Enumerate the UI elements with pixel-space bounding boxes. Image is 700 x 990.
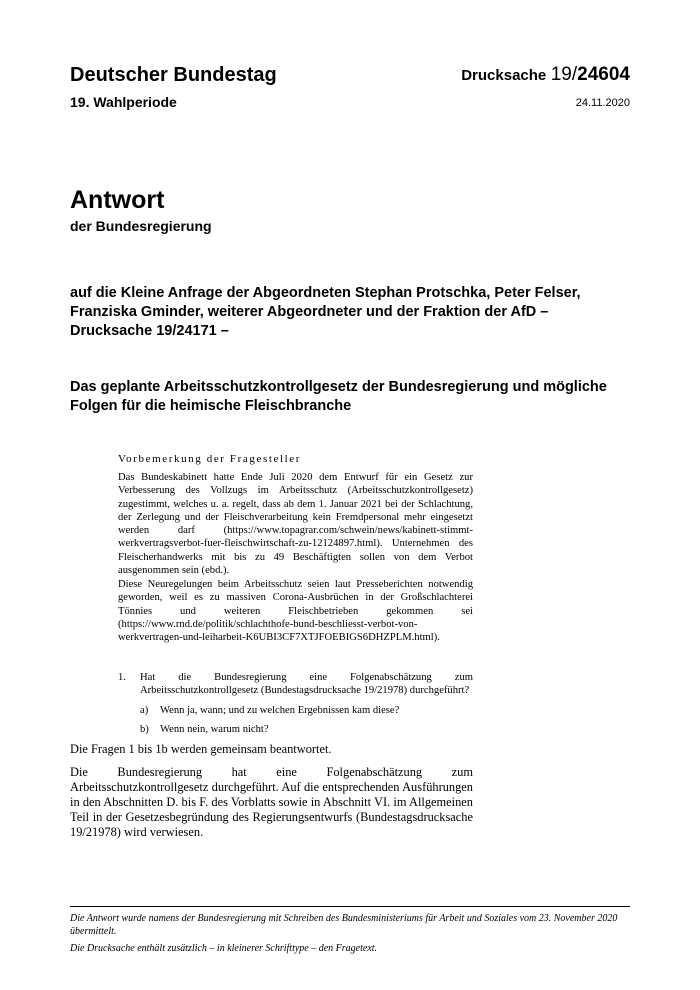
document-title: Antwort: [70, 186, 165, 214]
answer-text: Die Bundesregierung hat eine Folgenabschätzung zum Arbeitsschutzkontrollgesetz durchgeführt. Auf die entsprechenden Ausführungen in den Abschnitten D. bis F. des Vorblatts sowie in Abschnitt VI. im Allgemeinen Teil in der Gesetzesbegründung des Regierungsentwurfs (Bundestagsdrucksache 19/21978) wird verwiesen.: [70, 765, 473, 839]
sub-question-text: Wenn nein, warum nicht?: [160, 723, 269, 735]
document-date: 24.11.2020: [575, 97, 630, 109]
question-text: Hat die Bundesregierung eine Folgenabschätzung zum Arbeitsschutzkontrollgesetz (Bundestagsdrucksache 19/21978) durchgeführt?: [140, 672, 473, 697]
sub-question-text: Wenn ja, wann; und zu welchen Ergebnissen kam diese?: [160, 704, 400, 716]
sub-question-letter: b): [140, 723, 149, 735]
sub-question: [118, 704, 473, 717]
inquiry-reference: auf die Kleine Anfrage der Abgeordneten Stephan Protschka, Peter Felser, Franziska Gminder, weiterer Abgeordneter und der Fraktion der AfD – Drucksache 19/24171 –: [70, 285, 581, 339]
sub-question-letter: a): [140, 704, 149, 716]
inquiry-topic: Das geplante Arbeitsschutzkontrollgesetz der Bundesregierung und mögliche Folgen für die heimische Fleischbranche: [70, 379, 607, 414]
sub-question: [118, 723, 473, 736]
question-number: 1.: [118, 672, 126, 683]
preliminary-remark-heading: Vorbemerkung der Fragesteller: [118, 453, 302, 465]
question-item: [118, 671, 473, 698]
institution-title: Deutscher Bundestag: [70, 64, 277, 86]
footer-note: Die Drucksache enthält zusätzlich – in kleinerer Schrifttype – den Fragetext.: [70, 943, 378, 954]
preliminary-remark-paragraph: Das Bundeskabinett hatte Ende Juli 2020 dem Entwurf für ein Gesetz zur Verbesserung des Vollzugs im Arbeitsschutz (Arbeitsschutzkontrollgesetz) zugestimmt, welches u. a. regelt, dass ab dem 1. Januar 2021 bei der Schlachtung, der Zerlegung und der Fleischverarbeitung kein Fremdpersonal mehr eingesetzt werden darf (https://www.topagrar.com/schwein/news/kabinett-stimmt-werkvertragsverbot-fuer-fleischwirtschaft-zu-12124897.html). Unternehmen des Fleischerhandwerks mit bis zu 49 Beschäftigten sollen von dem Verbot ausgenommen sein (ebd.).: [118, 472, 473, 577]
drucksache-id: 24604: [577, 64, 630, 85]
document-subtitle: der Bundesregierung: [70, 218, 212, 234]
preliminary-remark-paragraph: Diese Neuregelungen beim Arbeitsschutz seien laut Presseberichten notwendig geworden, weil es zu massiven Corona-Ausbrüchen in der Großschlachterei Tönnies und weiteren Fleischbetrieben gekommen sei (https://www.rnd.de/politik/schlachthofe-bund-beschliesst-verbot-von-werkvertragen-und-leiharbeit-K6UBI3CF7XTJFOEBIGS6DHZPLM.html).: [118, 579, 473, 644]
drucksache-label: Drucksache: [461, 67, 547, 84]
drucksache-prefix: 19/: [550, 64, 578, 85]
election-period: 19. Wahlperiode: [70, 94, 177, 110]
footer-note: Die Antwort wurde namens der Bundesregierung mit Schreiben des Bundesministeriums für Arbeit und Soziales vom 23. November 2020 übermittelt.: [70, 913, 618, 937]
drucksache-number: [461, 64, 630, 86]
answer-intro: Die Fragen 1 bis 1b werden gemeinsam beantwortet.: [70, 742, 332, 756]
footer-divider: [70, 906, 630, 907]
question-block: [118, 671, 473, 736]
